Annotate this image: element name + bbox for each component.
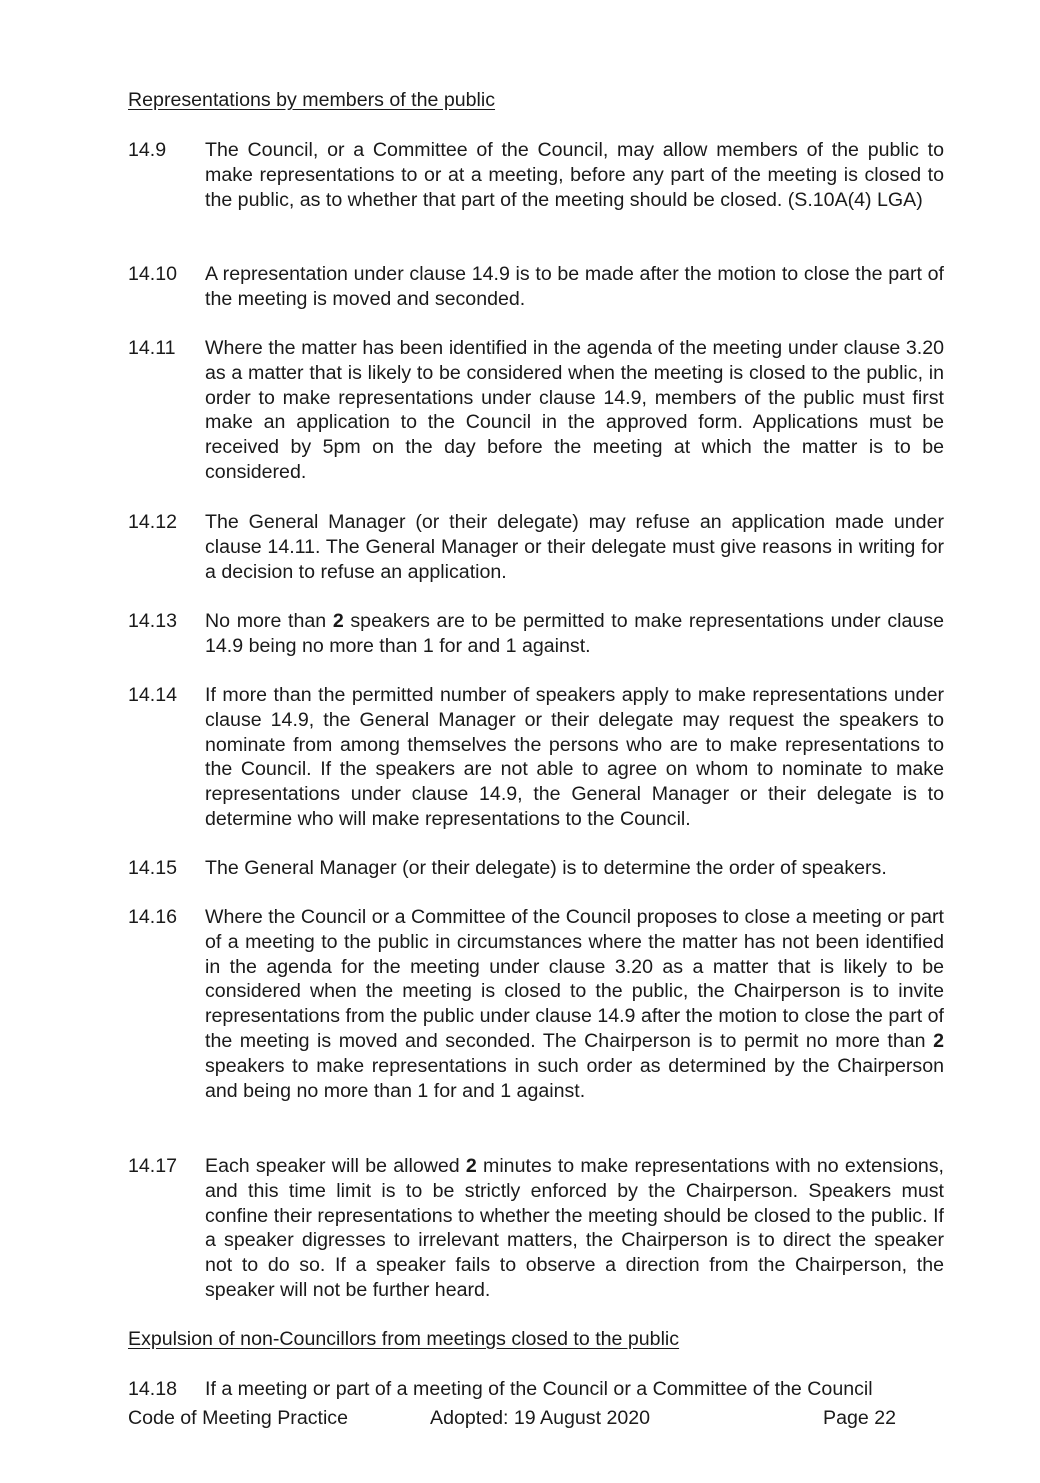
clause-number: 14.18 bbox=[128, 1378, 178, 1400]
clause-number: 14.16 bbox=[128, 906, 178, 928]
clause-text: No more than 2 speakers are to be permitted to make representations under clause 14.9 being no more than 1 for and 1 against. bbox=[205, 610, 945, 657]
clause-number: 14.9 bbox=[128, 139, 167, 161]
clause-number: 14.12 bbox=[128, 511, 178, 533]
clause-number: 14.17 bbox=[128, 1155, 178, 1177]
clause-text: The General Manager (or their delegate) is to determine the order of speakers. bbox=[205, 857, 887, 879]
footer-document-title: Code of Meeting Practice bbox=[128, 1407, 348, 1429]
section-heading-expulsion: Expulsion of non-Councillors from meetings closed to the public bbox=[128, 1328, 680, 1350]
clause-number: 14.13 bbox=[128, 610, 178, 632]
clause-number: 14.15 bbox=[128, 857, 178, 879]
clause-text: Where the matter has been identified in the agenda of the meeting under clause 3.20 as a matter that is likely to be considered when the meeting is closed to the public, in order to make representations under clause 14.9, members of the public must first make an application to the Council in the approved form. Applications must be received by 5pm on the day before the meeting at which the matter is to be considered. bbox=[205, 337, 944, 483]
clause-number: 14.11 bbox=[128, 337, 176, 359]
clause-text: The Council, or a Committee of the Council, may allow members of the public to make representations to or at a meeting, before any part of the meeting is closed to the public, as to whether that part of the meeting should be closed. (S.10A(4) LGA) bbox=[205, 139, 944, 211]
footer-page-number: Page 22 bbox=[823, 1407, 896, 1429]
clause-text: The General Manager (or their delegate) may refuse an application made under clause 14.11. The General Manager or their delegate must give reasons in writing for a decision to refuse an application. bbox=[205, 511, 944, 583]
clause-number: 14.10 bbox=[128, 263, 178, 285]
clause-text: If a meeting or part of a meeting of the Council or a Committee of the Council bbox=[205, 1378, 873, 1400]
bold-number: 2 bbox=[465, 1155, 477, 1177]
clause-text: Where the Council or a Committee of the Council proposes to close a meeting or part of a meeting to the public in circumstances where the matter has not been identified in the agenda for the meeting under clause 3.20 as a matter that is likely to be considered when the meeting is closed to the public, the Chairperson is to invite representations from the public under clause 14.9 after the motion to close the part of the meeting is moved and seconded. The Chairperson is to permit no more than 2 speakers to make representations in such order as determined by the Chairperson and being no more than 1 for and 1 against. bbox=[205, 906, 944, 1102]
clause-text: A representation under clause 14.9 is to be made after the motion to close the part of the meeting is moved and seconded. bbox=[205, 263, 944, 310]
section-heading-representations: Representations by members of the public bbox=[128, 89, 496, 111]
page-footer bbox=[128, 1406, 908, 1432]
bold-number: 2 bbox=[933, 1029, 944, 1052]
clause-text: Each speaker will be allowed 2 minutes to make representations with no extensions, and this time limit is to be strictly enforced by the Chairperson. Speakers must confine their representations to whether the meeting should be closed to the public. If a speaker digresses to irrelevant matters, the Chairperson is to direct the speaker not to do so. If a speaker fails to observe a direction from the Chairperson, the speaker will not be further heard. bbox=[205, 1155, 944, 1301]
clause-text: If more than the permitted number of speakers apply to make representations under clause 14.9, the General Manager or their delegate may request the speakers to nominate from among themselves the persons who are to make representations to the Council. If the speakers are not able to agree on whom to nominate to make representations under clause 14.9, the General Manager or their delegate is to determine who will make representations to the Council. bbox=[205, 684, 944, 830]
clause-number: 14.14 bbox=[128, 684, 178, 706]
footer-adopted-date: Adopted: 19 August 2020 bbox=[430, 1407, 651, 1429]
bold-number: 2 bbox=[332, 610, 344, 632]
